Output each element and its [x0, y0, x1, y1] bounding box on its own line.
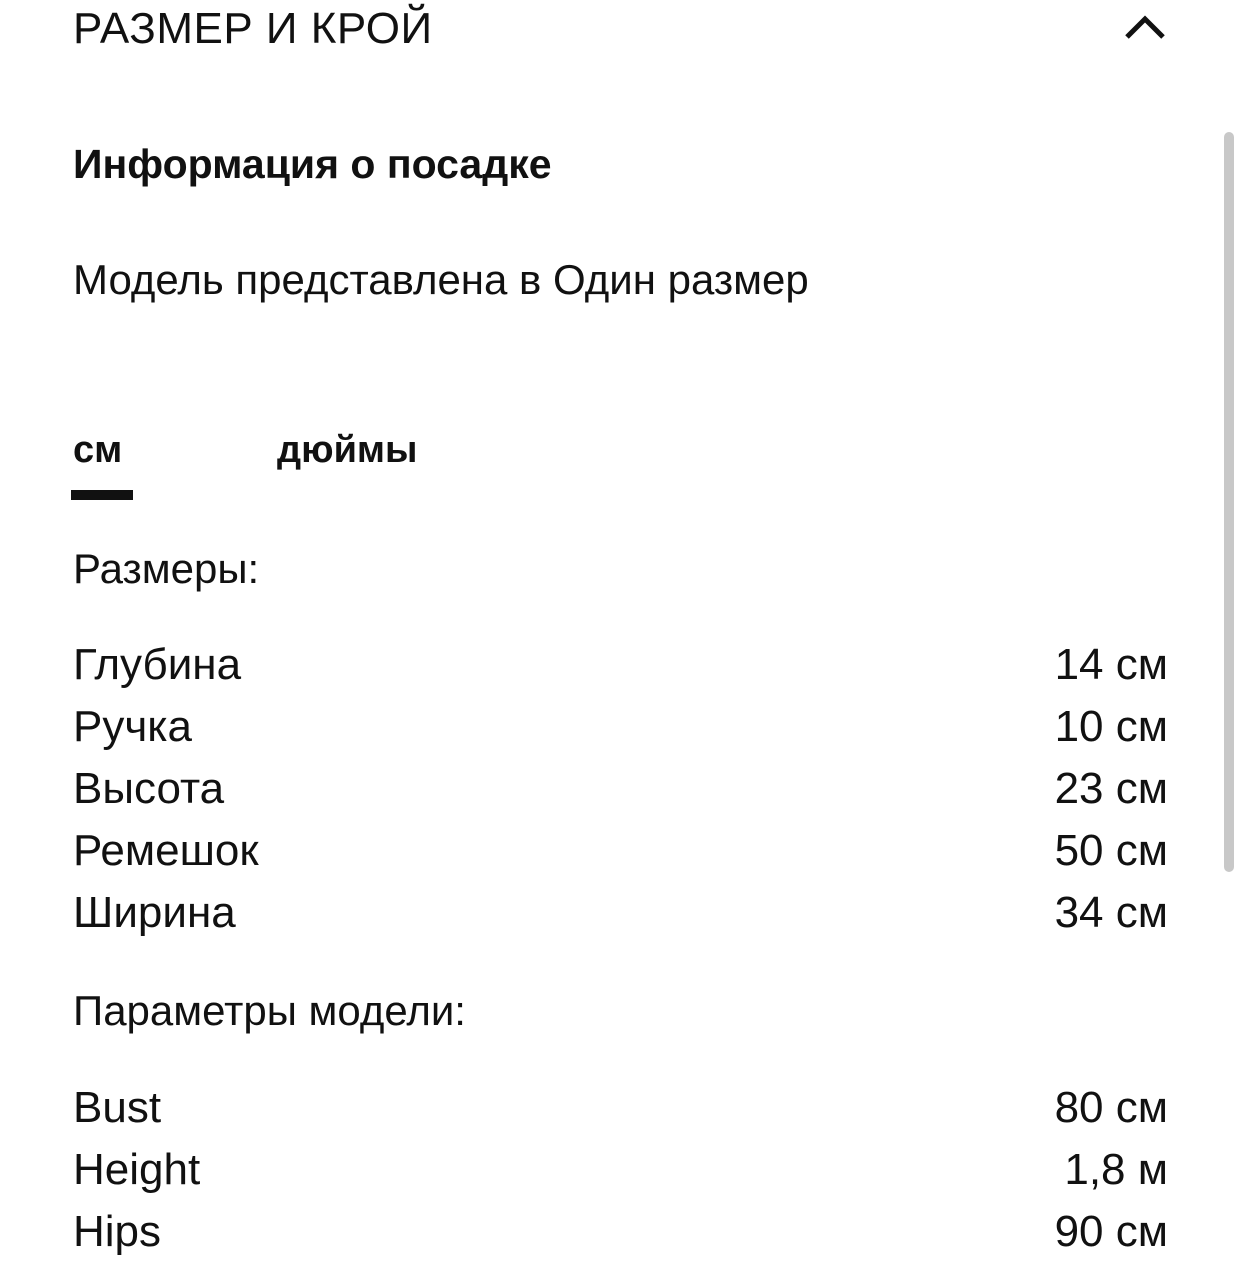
section-title: РАЗМЕР И КРОЙ [73, 4, 433, 53]
size-fit-section-header[interactable] [73, 2, 1168, 58]
row-value: 50 см [1054, 826, 1168, 875]
fit-info-heading: Информация о посадке [73, 141, 552, 187]
scrollbar[interactable] [1224, 132, 1234, 872]
row-value: 90 см [1054, 1207, 1168, 1256]
size-row-strap [73, 820, 1168, 882]
row-label: Глубина [73, 640, 242, 689]
row-value: 80 см [1054, 1083, 1168, 1132]
row-label: Высота [73, 764, 225, 813]
model-row-hips [73, 1201, 1168, 1263]
row-value: 34 см [1054, 888, 1168, 937]
model-params-list [73, 1077, 1168, 1263]
active-tab-indicator [71, 490, 133, 500]
fit-info-description: Модель представлена в Один размер [73, 256, 809, 303]
size-row-handle [73, 696, 1168, 758]
row-value: 23 см [1054, 764, 1168, 813]
size-row-depth [73, 634, 1168, 696]
model-row-bust [73, 1077, 1168, 1139]
model-params-heading: Параметры модели: [73, 987, 466, 1034]
row-value: 1,8 м [1064, 1145, 1168, 1194]
row-label: Ширина [73, 888, 236, 937]
row-label: Ручка [73, 702, 192, 751]
row-value: 10 см [1054, 702, 1168, 751]
tab-cm[interactable]: см [73, 429, 123, 471]
tab-inches[interactable]: дюймы [277, 429, 418, 471]
sizes-heading: Размеры: [73, 545, 260, 592]
row-label: Height [73, 1145, 201, 1194]
chevron-up-icon[interactable] [1122, 6, 1168, 46]
sizes-list [73, 634, 1168, 944]
row-value: 14 см [1054, 640, 1168, 689]
row-label: Hips [73, 1207, 162, 1256]
model-row-height [73, 1139, 1168, 1201]
scrollbar-thumb[interactable] [1224, 132, 1234, 872]
row-label: Ремешок [73, 826, 259, 875]
row-label: Bust [73, 1083, 162, 1132]
size-row-height [73, 758, 1168, 820]
size-row-width [73, 882, 1168, 944]
